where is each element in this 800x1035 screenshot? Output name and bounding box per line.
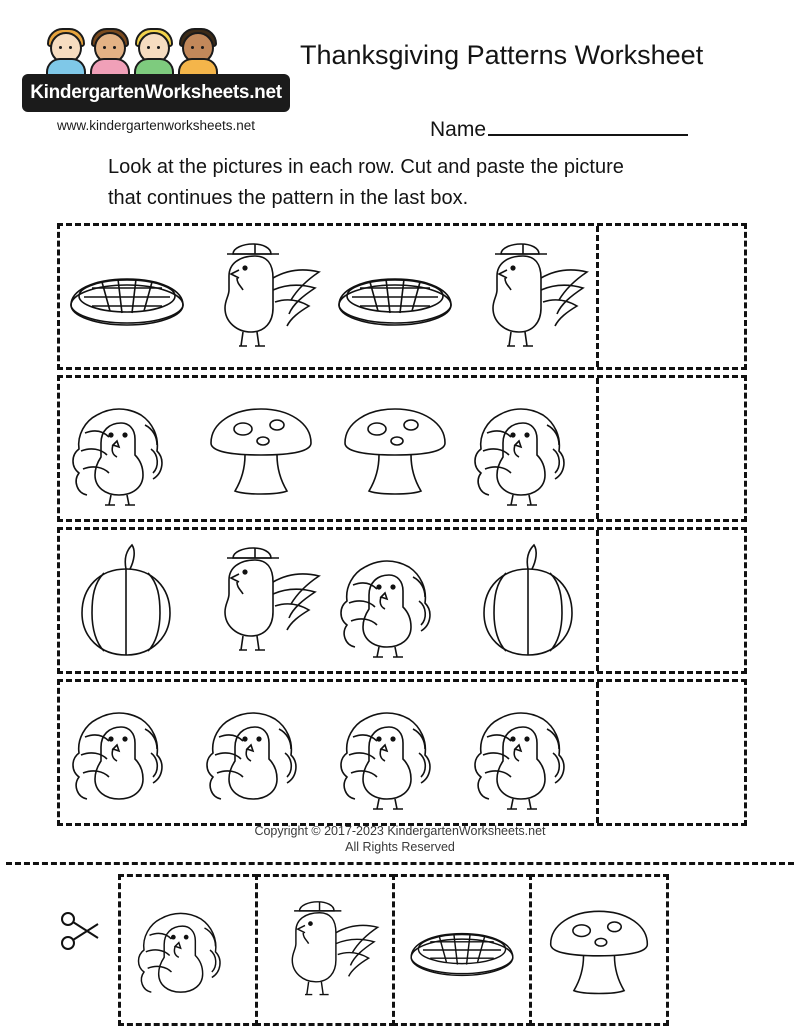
turkey-pilgrim-icon (195, 238, 327, 356)
turkey-icon (469, 389, 589, 509)
pattern-cell (60, 378, 194, 519)
pattern-cell (328, 682, 462, 823)
turkey-icon (335, 541, 455, 661)
name-field (430, 118, 688, 142)
logo-text: KindergartenWorksheets.net (30, 82, 282, 103)
logo-banner (22, 74, 290, 112)
pattern-cell (60, 530, 194, 671)
pie-icon (62, 251, 192, 343)
pie-icon (330, 251, 460, 343)
site-url: www.kindergartenworksheets.net (56, 118, 256, 133)
turkey-pilgrim-icon (265, 891, 385, 1009)
cutout-card[interactable] (118, 874, 258, 1026)
instruction-line-2: that continues the pattern in the last box. (108, 187, 469, 209)
pattern-rows (57, 223, 747, 831)
pattern-cell (60, 226, 194, 367)
answer-box[interactable] (596, 226, 744, 367)
pumpkin-icon (468, 541, 590, 661)
pattern-cell (60, 682, 194, 823)
pattern-cell (462, 530, 596, 671)
name-label: Name (430, 118, 487, 141)
pattern-cell (328, 378, 462, 519)
pattern-cell (328, 226, 462, 367)
kid-figure (44, 28, 88, 74)
instruction-line-1: Look at the pictures in each row. Cut and paste the picture (108, 156, 624, 178)
pie-icon (403, 904, 521, 996)
turkey-icon (133, 890, 243, 1010)
pumpkin-icon (66, 541, 188, 661)
page-title: Thanksgiving Patterns Worksheet (300, 40, 704, 70)
worksheet-header (0, 18, 800, 141)
name-input-line[interactable] (488, 119, 688, 136)
mushroom-icon (541, 900, 657, 1000)
kid-figure (88, 28, 132, 74)
turkey-icon (67, 389, 187, 509)
mushroom-icon (201, 399, 321, 499)
turkey-icon (469, 693, 589, 813)
answer-box[interactable] (596, 378, 744, 519)
cutout-card[interactable] (392, 874, 532, 1026)
pattern-cell (462, 226, 596, 367)
instructions (108, 152, 728, 214)
pattern-cell (462, 682, 596, 823)
cut-line (6, 862, 794, 865)
answer-box[interactable] (596, 682, 744, 823)
rights-text: All Rights Reserved (345, 840, 455, 854)
pattern-cell (194, 378, 328, 519)
pattern-row (57, 527, 747, 674)
pattern-cell (194, 226, 328, 367)
pattern-cell (328, 530, 462, 671)
site-logo (22, 28, 290, 148)
cutout-strip (118, 874, 678, 1026)
pattern-cell (462, 378, 596, 519)
pattern-row (57, 375, 747, 522)
pattern-row (57, 679, 747, 826)
footer (0, 823, 800, 855)
mushroom-icon (335, 399, 455, 499)
cutout-card[interactable] (255, 874, 395, 1026)
kid-figure (176, 28, 220, 74)
pattern-cell (194, 682, 328, 823)
answer-box[interactable] (596, 530, 744, 671)
copyright-text: Copyright © 2017-2023 KindergartenWorksheets.net (254, 824, 546, 838)
cutout-card[interactable] (529, 874, 669, 1026)
turkey-icon (67, 693, 187, 813)
turkey-icon (201, 693, 321, 813)
pattern-cell (194, 530, 328, 671)
four-kids-icon (44, 28, 244, 76)
scissors-icon (58, 908, 104, 954)
turkey-pilgrim-icon (195, 542, 327, 660)
turkey-pilgrim-icon (463, 238, 595, 356)
kid-figure (132, 28, 176, 74)
pattern-row (57, 223, 747, 370)
turkey-icon (335, 693, 455, 813)
